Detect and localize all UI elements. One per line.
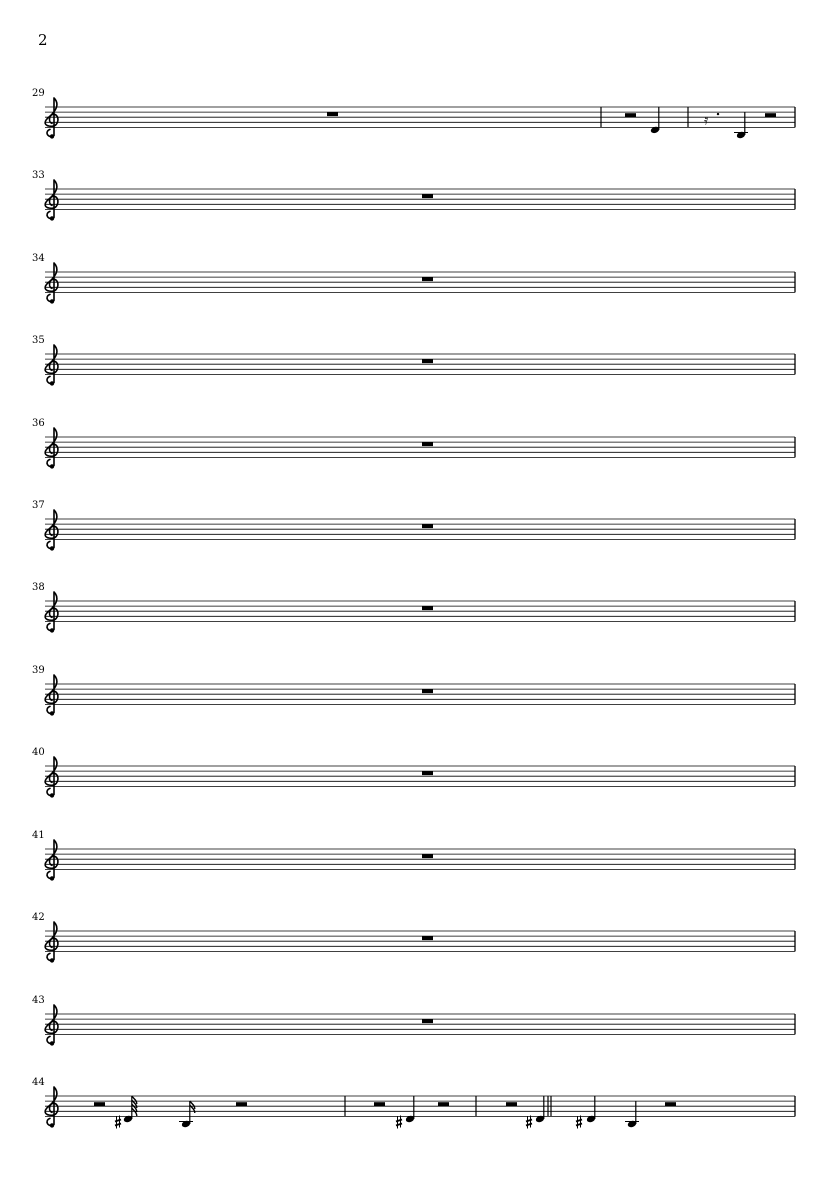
staff-system [0,89,835,171]
staff [0,583,835,665]
staff [0,254,835,336]
treble-clef-icon [45,922,58,963]
measure-number: 37 [32,500,45,511]
half-rest-icon [625,113,636,117]
half-rest-icon [765,113,776,117]
treble-clef-icon [45,180,58,221]
quarter-note-icon [625,1101,639,1128]
half-rest-icon [374,1102,385,1106]
quarter-note-icon [179,1101,195,1128]
staff [0,913,835,995]
whole-rest-icon [422,194,433,198]
staff-system [0,666,835,748]
treble-clef-icon [45,428,58,469]
measure-number: 43 [32,995,45,1006]
whole-rest-icon [422,1019,433,1023]
staff [0,171,835,253]
quarter-note-icon [405,1096,415,1123]
measure-number: 36 [32,418,45,429]
treble-clef-icon [45,675,58,716]
measure-number: 38 [32,582,45,593]
staff-system [0,583,835,665]
staff-system [0,501,835,583]
staff [0,501,835,583]
whole-rest-icon [422,359,433,363]
measure-number: 39 [32,665,45,676]
staff-system [0,419,835,501]
staff [0,419,835,501]
quarter-note-icon [123,1096,137,1123]
staff [0,666,835,748]
staff-system [0,336,835,418]
staff-system [0,748,835,830]
treble-clef-icon [45,98,58,139]
treble-clef-icon [45,1087,58,1128]
half-rest-icon [438,1102,449,1106]
sixteenth-rest-icon: 𝄿 [704,112,709,129]
staff-system [0,254,835,336]
treble-clef-icon [45,510,58,551]
treble-clef-icon [45,592,58,633]
treble-clef-icon [45,840,58,881]
sharp-icon [576,1116,582,1129]
sharp-icon [115,1116,121,1129]
whole-rest-icon [422,277,433,281]
treble-clef-icon [45,345,58,386]
staff-system [0,913,835,995]
whole-rest-icon [422,442,433,446]
sharp-icon [396,1116,402,1129]
staff-system [0,996,835,1078]
quarter-note-icon [586,1096,596,1123]
treble-clef-icon [45,757,58,798]
staff-system [0,1078,835,1160]
treble-clef-icon [45,263,58,304]
quarter-note-icon [535,1096,545,1123]
measure-number: 34 [32,253,45,264]
measure-number: 33 [32,170,45,181]
half-rest-icon [665,1102,676,1106]
whole-rest-icon [422,606,433,610]
half-rest-icon [94,1102,105,1106]
whole-rest-icon [422,771,433,775]
treble-clef-icon [45,1005,58,1046]
staff-system [0,831,835,913]
measure-number: 41 [32,830,45,841]
staff [0,89,835,171]
quarter-note-icon [650,107,660,134]
whole-rest-icon [422,524,433,528]
sharp-icon [526,1116,532,1129]
page-number: 2 [38,31,48,49]
measure-number: 35 [32,335,45,346]
whole-rest-icon [327,112,338,116]
staff [0,996,835,1078]
staff [0,1078,835,1160]
measure-number: 29 [32,88,45,99]
half-rest-icon [506,1102,517,1106]
half-rest-icon [236,1102,247,1106]
measure-number: 42 [32,912,45,923]
staff [0,748,835,830]
whole-rest-icon [422,854,433,858]
whole-rest-icon [422,936,433,940]
measure-number: 44 [32,1077,45,1088]
staff-system [0,171,835,253]
staff [0,336,835,418]
quarter-note-icon [734,112,748,139]
whole-rest-icon [422,689,433,693]
staff [0,831,835,913]
measure-number: 40 [32,747,45,758]
